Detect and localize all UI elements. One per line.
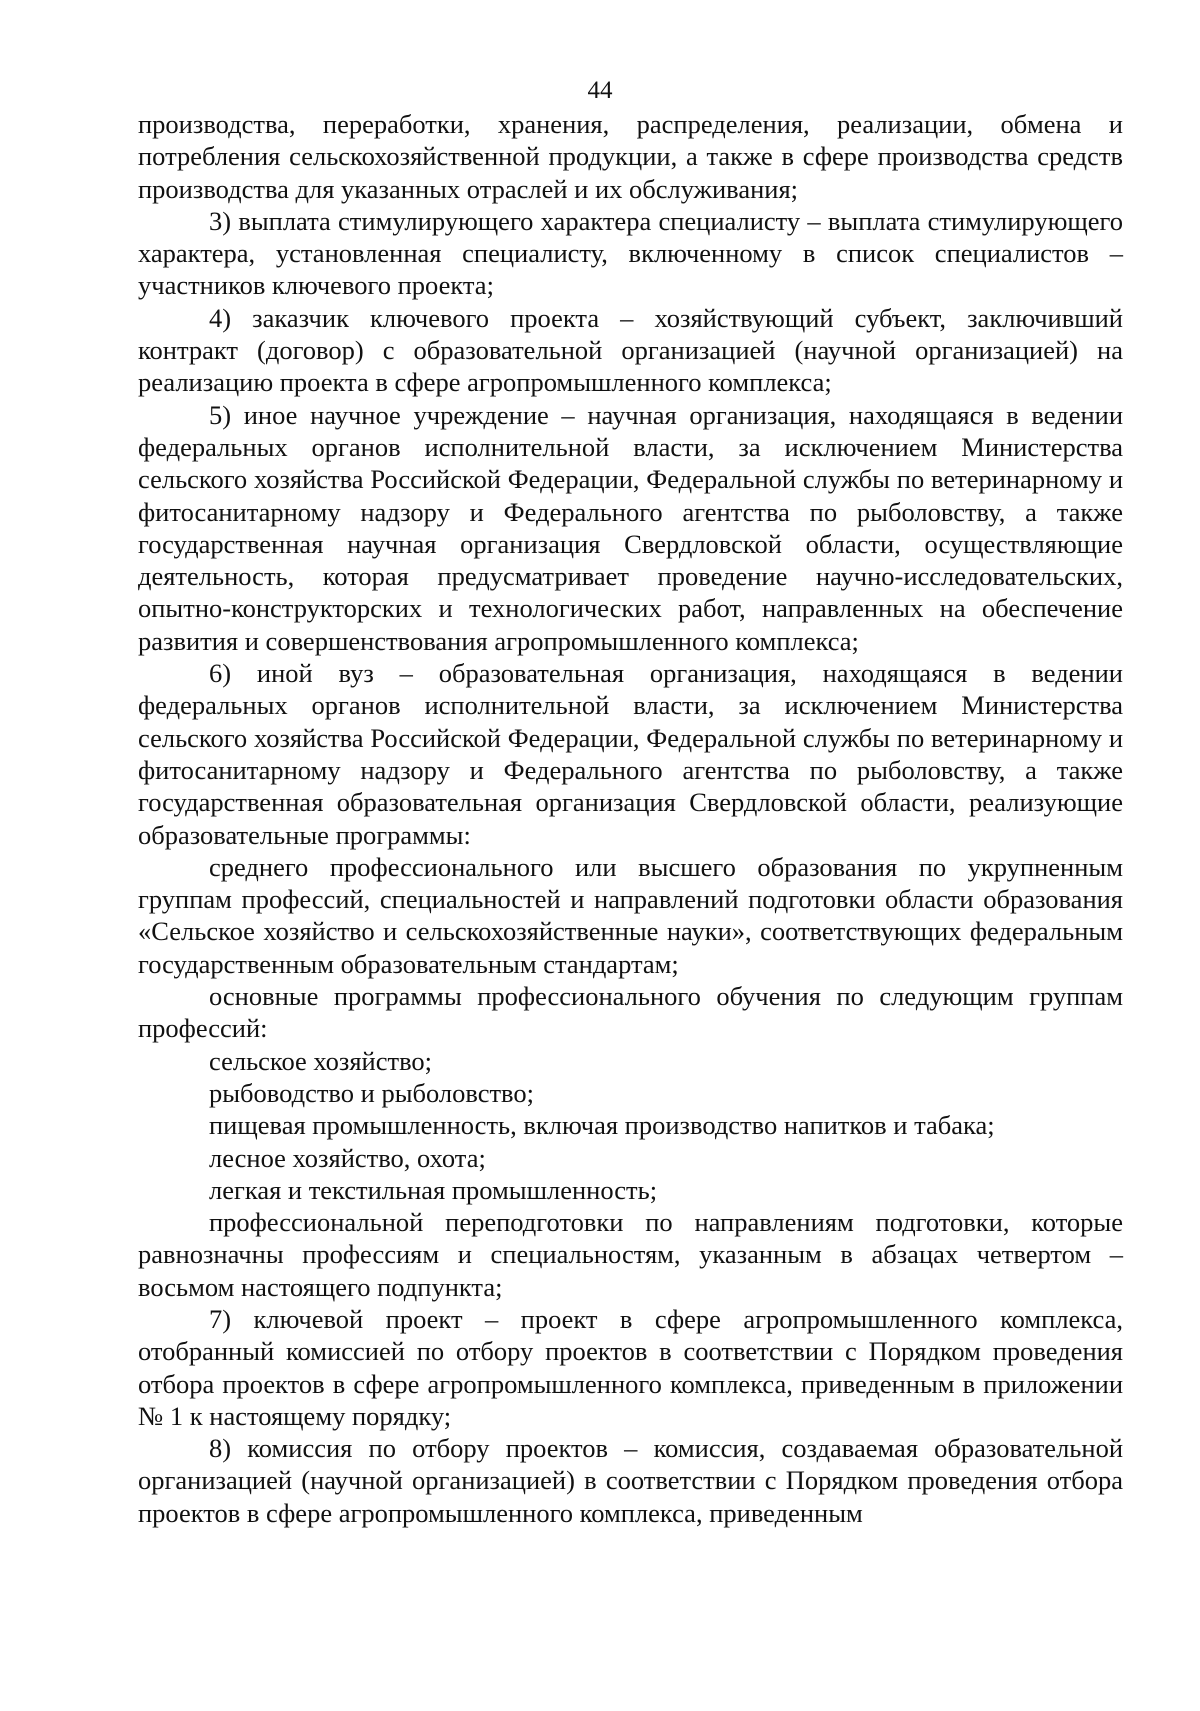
page-number: 44 xyxy=(587,77,613,104)
paragraph-sub-basic-programs: основные программы профессионального обучения по следующим группам профессий: xyxy=(138,981,1123,1044)
list-item-agriculture: сельское хозяйство; xyxy=(209,1045,433,1076)
paragraph-item-5: 5) иное научное учреждение – научная организация, находящаяся в ведении федеральных органов исполнительной власти, за исключением Министерства сельского хозяйства Российской Федерации, Федеральной службы по ветеринарному и фитосанитарному надзору и Федерального агентства по рыболовству, а также государственная научная организация Свердловской области, осуществляющие деятельность, которая предусматривает проведение научно-исследовательских, опытно-конструкторских и технологических работ, направленных на обеспечение развития и совершенствования агропромышленного комплекса; xyxy=(138,399,1123,656)
paragraph-item-3: 3) выплата стимулирующего характера специалисту – выплата стимулирующего характера, установленная специалисту, включенному в список специалистов – участников ключевого проекта; xyxy=(138,205,1123,301)
document-body xyxy=(138,108,1123,1529)
list-item-light-textile: легкая и текстильная промышленность; xyxy=(209,1174,658,1205)
list-item-forestry: лесное хозяйство, охота; xyxy=(209,1142,486,1173)
paragraph-item-8: 8) комиссия по отбору проектов – комиссия, создаваемая образовательной организацией (научной организацией) в соответствии с Порядком проведения отбора проектов в сфере агропромышленного комплекса, приведенным xyxy=(138,1433,1123,1528)
list-item-food-industry: пищевая промышленность, включая производство напитков и табака; xyxy=(209,1110,995,1141)
paragraph-item-6: 6) иной вуз – образовательная организация, находящаяся в ведении федеральных органов исполнительной власти, за исключением Министерства сельского хозяйства Российской Федерации, Федеральной службы по ветеринарному и фитосанитарному надзору и Федерального агентства по рыболовству, а также государственная образовательная организация Свердловской области, реализующие образовательные программы: xyxy=(138,658,1123,850)
list-item-fishery: рыбоводство и рыболовство; xyxy=(209,1077,535,1108)
paragraph-sub-retraining: профессиональной переподготовки по направлениям подготовки, которые равнозначны профессиям и специальностям, указанным в абзацах четвертом – восьмом настоящего подпункта; xyxy=(138,1207,1123,1302)
paragraph-item-4: 4) заказчик ключевого проекта – хозяйствующий субъект, заключивший контракт (договор) с образовательной организацией (научной организацией) на реализацию проекта в сфере агропромышленного комплекса; xyxy=(138,302,1123,398)
paragraph-continuation: производства, переработки, хранения, распределения, реализации, обмена и потребления сельскохозяйственной продукции, а также в сфере производства средств производства для указанных отраслей и их обслуживания; xyxy=(138,109,1123,204)
paragraph-sub-secondary-higher: среднего профессионального или высшего образования по укрупненным группам профессий, специальностей и направлений подготовки области образования «Сельское хозяйство и сельскохозяйственные науки», соответствующих федеральным государственным образовательным стандартам; xyxy=(138,851,1123,979)
paragraph-item-7: 7) ключевой проект – проект в сфере агропромышленного комплекса, отобранный комиссией по отбору проектов в соответствии с Порядком проведения отбора проектов в сфере агропромышленного комплекса, приведенным в приложении № 1 к настоящему порядку; xyxy=(138,1303,1123,1431)
